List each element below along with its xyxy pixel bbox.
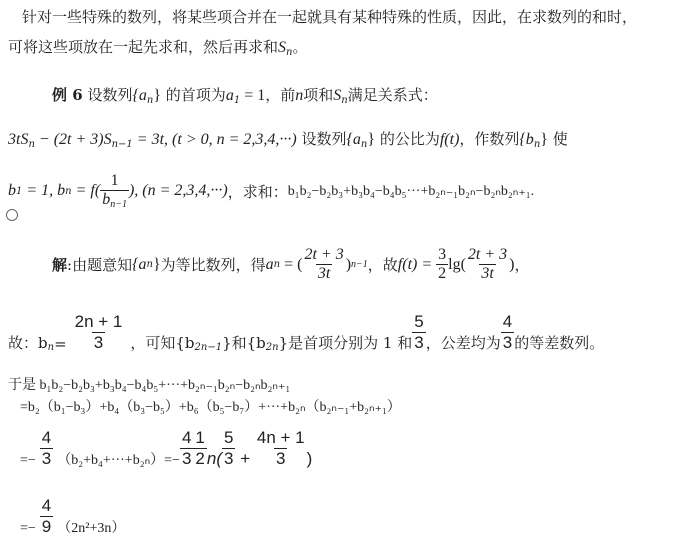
- derivation-line-1: 于是 b₁b₂−b₂b₃+b₃b₄−b₄b₅+···+b₂ₙ₋₁b₂ₙ−b₂ₙb₂ₙ₊₁: [8, 378, 291, 393]
- solution-an-eq: = (: [280, 255, 303, 273]
- intro-line-1: 针对一些特殊的数列，将某些项合并在一起就具有某种特殊的性质，因此，在求数列的和时，: [22, 8, 638, 26]
- derivation-l3b-frac4: [255, 428, 307, 469]
- derivation-l3b-n: n(: [206, 449, 223, 468]
- relation-ft: f(t): [439, 131, 460, 148]
- derivation-l3-frac: [40, 428, 53, 469]
- relation-seqb-sub: n: [533, 139, 541, 150]
- solution-f1-num: 2t + 3: [304, 246, 344, 263]
- conclusion-f-num: 5: [414, 312, 424, 331]
- derivation-l3b-num4: 4n + 1: [256, 428, 305, 447]
- derivation-l3-mid: （b₂+b₄+···+b₂ₙ）=−: [57, 453, 180, 468]
- solution-pow: ): [345, 255, 352, 273]
- derivation-l3b-close: ): [306, 449, 313, 468]
- relation-text-d: 使: [547, 130, 568, 148]
- relation-line: [8, 128, 568, 150]
- conclusion-text-d: ，公差均为: [425, 334, 501, 352]
- conclusion-bn-den: 3: [93, 333, 104, 352]
- solution-pow-sup: n−1: [351, 259, 368, 270]
- derivation-l3b-num3: 5: [224, 428, 234, 447]
- bdef-bn-eq: = f(: [71, 182, 101, 199]
- derivation-line-3: [20, 428, 312, 469]
- derivation-l4-den: 9: [41, 517, 52, 536]
- bdef-den-b: b: [102, 191, 111, 208]
- solution-f3-num: 2t + 3: [467, 246, 508, 263]
- solution-f3-den: 3t: [481, 265, 494, 282]
- solution-text-b: 为等比数列，得: [160, 256, 266, 274]
- example-text-a: 设数列: [87, 86, 133, 104]
- bdef-b1-val: = 1, b: [22, 182, 66, 199]
- solution-frac-1: [302, 246, 345, 283]
- bdef-frac-den: [100, 190, 129, 210]
- example-seq: {a: [132, 87, 147, 104]
- solution-close: ): [509, 255, 515, 273]
- derivation-l3b-frac2: [193, 428, 206, 469]
- relation-seqb: {b: [519, 131, 534, 148]
- conclusion-sub1: 2n−1: [194, 342, 223, 353]
- solution-f2-den: 2: [438, 265, 447, 282]
- bdef-frac-num: 1: [110, 172, 119, 189]
- solution-f1-den: 3t: [317, 265, 331, 282]
- relation-text-b: 的公比为: [375, 130, 440, 148]
- derivation-l3b-den3: 3: [224, 449, 234, 468]
- example-text-e: 满足关系式：: [347, 86, 438, 104]
- solution-text-a: :由题意知: [67, 256, 133, 274]
- solution-seq: {a: [132, 255, 147, 273]
- derivation-l3b-den1: 3: [181, 449, 192, 468]
- solution-label: 解: [52, 256, 68, 274]
- derivation-line-2: =b₂（b₁−b₃）+b₄（b₃−b₅）+b₆（b₅−b₇）+···+b₂ₙ（b₂ₙ₋₁+b₂ₙ₊₁）: [20, 400, 401, 415]
- conclusion-bn-num: 2n + 1: [74, 312, 123, 331]
- intro-sn: S: [278, 39, 287, 56]
- intro-line-2: [8, 36, 307, 58]
- relation-seq-sub: n: [360, 139, 368, 150]
- relation-expr3: = 3t, (t > 0, n = 2,3,4,···): [132, 131, 297, 148]
- relation-expr: 3tS: [8, 131, 29, 148]
- conclusion-eq: =: [54, 335, 67, 353]
- conclusion-gu: 故：b: [8, 334, 48, 352]
- example-seq-sub: n: [146, 95, 154, 106]
- example-label: 例 6: [52, 86, 83, 104]
- intro-period: 。: [292, 38, 308, 56]
- conclusion-text-a: ，可知{b: [130, 334, 195, 352]
- bdef-den-sub: n−1: [110, 199, 127, 210]
- derivation-l3b-den4: 3: [276, 449, 286, 468]
- solution-frac-2: [436, 246, 448, 283]
- derivation-l3b-frac1: [180, 428, 193, 469]
- derivation-l3b-num2: 1: [195, 428, 205, 447]
- derivation-l3-pre: =−: [20, 453, 36, 468]
- derivation-l3b-num1: 4: [181, 428, 192, 447]
- derivation-l3b-den2: 2: [195, 449, 205, 468]
- relation-seqb-close: }: [540, 131, 548, 148]
- conclusion-text-c: }是首项分别为 1 和: [278, 334, 413, 352]
- example-n: n: [295, 87, 304, 104]
- example-a1: a: [225, 87, 234, 104]
- derivation-l4-frac: [40, 496, 53, 537]
- example-a1-sub: 1: [233, 95, 241, 106]
- derivation-l3b-plus: +: [235, 449, 255, 468]
- bdef-sum: b₁b₂−b₂b₃+b₃b₄−b₄b₅···+b₂ₙ₋₁b₂ₙ−b₂ₙb₂ₙ₊₁.: [287, 183, 535, 199]
- derivation-l3b-frac3: [222, 428, 235, 469]
- solution-end: ，: [514, 256, 530, 274]
- circle-marker-icon: [6, 209, 18, 221]
- bdef-bn-sub: n: [65, 185, 72, 197]
- solution-frac-3: [466, 246, 509, 283]
- solution-an: a: [265, 255, 274, 273]
- relation-sub2: n−1: [111, 139, 133, 150]
- example-text-c: ，前: [265, 86, 296, 104]
- conclusion-bn-frac: [73, 312, 125, 353]
- bdef-b1-sub: 1: [16, 185, 23, 197]
- solution-f2-num: 3: [438, 246, 447, 263]
- intro-line-2-text: 可将这些项放在一起先求和，然后再求和: [8, 38, 279, 56]
- solution-lg: lg(: [448, 255, 466, 273]
- conclusion-g-num: 4: [502, 312, 513, 331]
- bdef-text: ，求和：: [227, 182, 288, 201]
- example-text-d: 项和: [303, 86, 334, 104]
- bdef-fraction: [100, 172, 129, 210]
- conclusion-line: [8, 312, 604, 353]
- conclusion-frac-53: [412, 312, 425, 353]
- derivation-l4-num: 4: [41, 496, 52, 515]
- example-line: [52, 84, 438, 106]
- example-text-b: 的首项为: [165, 86, 226, 104]
- solution-an-sub: n: [273, 259, 281, 270]
- relation-seq-close: }: [367, 131, 376, 148]
- solution-ft: f(t) =: [397, 255, 437, 273]
- bdef-rest: ), (n = 2,3,4,···): [128, 182, 228, 199]
- derivation-l3-den: 3: [41, 449, 52, 468]
- conclusion-gu-sub: n: [47, 342, 55, 353]
- solution-seq-close: }: [152, 255, 161, 273]
- relation-text-c: ，作数列: [459, 130, 520, 148]
- solution-line: [52, 246, 530, 283]
- bdef-b1: b: [8, 182, 16, 199]
- relation-seq: {a: [346, 131, 361, 148]
- conclusion-text-b: }和{b: [222, 334, 266, 352]
- intro-sn-sub: n: [286, 47, 293, 58]
- conclusion-frac-43: [501, 312, 514, 353]
- solution-text-c: ，故: [367, 256, 398, 274]
- example-sn-sub: n: [341, 95, 348, 106]
- derivation-line-4: [20, 496, 125, 537]
- derivation-l3-num: 4: [41, 428, 52, 447]
- relation-text-a: 设数列: [296, 130, 347, 148]
- derivation-l4-rest: （2n²+3n）: [57, 521, 126, 536]
- example-sn: S: [333, 87, 342, 104]
- conclusion-sub2: 2n: [265, 342, 279, 353]
- bdef-line: [8, 172, 534, 210]
- solution-seq-sub: n: [146, 259, 153, 270]
- example-seq-close: }: [153, 87, 162, 104]
- conclusion-f-den: 3: [414, 333, 424, 352]
- relation-sub1: n: [28, 139, 35, 150]
- conclusion-g-den: 3: [502, 333, 513, 352]
- conclusion-text-e: 的等差数列。: [514, 334, 605, 352]
- relation-expr2: − (2t + 3)S: [34, 131, 112, 148]
- example-a1-val: = 1: [240, 87, 266, 104]
- derivation-l4-pre: =−: [20, 521, 36, 536]
